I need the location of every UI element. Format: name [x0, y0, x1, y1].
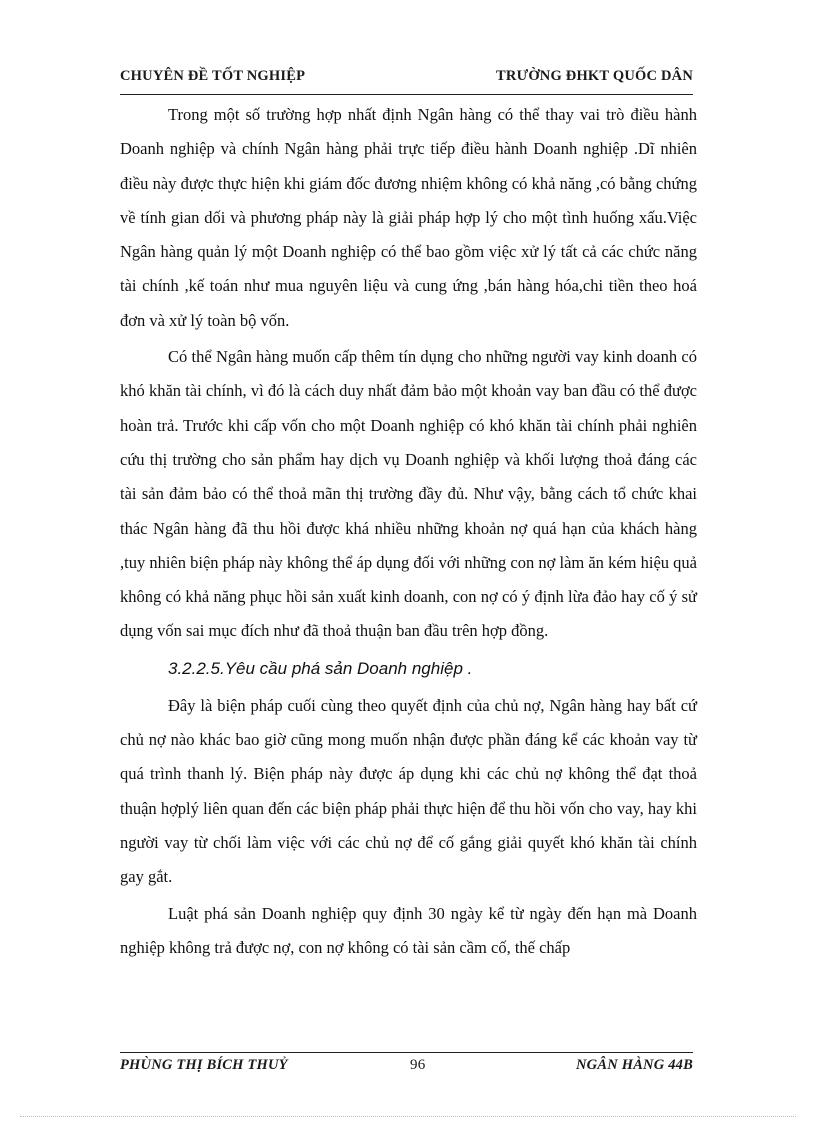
paragraph: Trong một số trường hợp nhất định Ngân hàng có thể thay vai trò điều hành Doanh nghiệp và chính Ngân hàng phải trực tiếp điều hành Doanh nghiệp .Dĩ nhiên điều này được thực hiện khi giám đốc đương nhiệm không có khả năng ,có bằng chứng về tính gian dối và phương pháp này là giải pháp hợp lý cho một tình huống xấu.Việc Ngân hàng quản lý một Doanh nghiệp có thể bao gồm việc xử lý tất cả các chức năng tài chính ,kế toán như mua nguyên liệu và cung ứng ,bán hàng hóa,chi tiền theo hoá đơn và xử lý toàn bộ vốn. — [120, 105, 697, 330]
paragraph: Đây là biện pháp cuối cùng theo quyết định của chủ nợ, Ngân hàng hay bất cứ chủ nợ nào khác bao giờ cũng mong muốn nhận được phần đáng kể các khoản vay từ quá trình thanh lý. Biện pháp này được áp dụng khi các chủ nợ không thể đạt thoả thuận hợplý liên quan đến các biện pháp phải thực hiện để thu hồi vốn cho vay, hay khi người vay từ chối làm việc với các chủ nợ để cố gắng giải quyết khó khăn tài chính gay gắt. — [120, 695, 697, 887]
page-header — [120, 68, 693, 95]
footer-class: NGÂN HÀNG 44B — [576, 1057, 693, 1073]
paragraph: Luật phá sản Doanh nghiệp quy định 30 ngày kể từ ngày đến hạn mà Doanh nghiệp không trả được nợ, con nợ không có tài sản cầm cố, thế chấp — [120, 903, 697, 957]
page-footer — [120, 1052, 693, 1082]
page-number: 96 — [410, 1057, 426, 1073]
page-bottom-divider — [20, 1116, 796, 1117]
header-right-title: TRƯỜNG ĐHKT QUỐC DÂN — [496, 68, 693, 84]
header-left-title: CHUYÊN ĐỀ TỐT NGHIỆP — [120, 68, 306, 84]
footer-author: PHÙNG THỊ BÍCH THUỶ — [120, 1057, 288, 1073]
document-body — [120, 98, 697, 967]
paragraph: Có thể Ngân hàng muốn cấp thêm tín dụng cho những người vay kinh doanh có khó khăn tài chính, vì đó là cách duy nhất đảm bảo một khoản vay ban đầu có thể được hoàn trả. Trước khi cấp vốn cho một Doanh nghiệp có khó khăn tài chính phải nghiên cứu thị trường cho sản phẩm hay dịch vụ Doanh nghiệp và khối lượng thoả đáng các tài sản đảm bảo có thể thoả mãn thị trường đầy đủ. Như vậy, bằng cách tổ chức khai thác Ngân hàng đã thu hồi được khá nhiều những khoản nợ quá hạn của khách hàng ,tuy nhiên biện pháp này không thể áp dụng đối với những con nợ làm ăn kém hiệu quả không có khả năng phục hồi sản xuất kinh doanh, con nợ có ý định lừa đảo hay cố ý sử dụng vốn sai mục đích như đã thoả thuận ban đầu trên hợp đồng. — [120, 347, 697, 641]
section-heading: 3.2.2.5.Yêu cầu phá sản Doanh nghiệp . — [168, 658, 473, 678]
